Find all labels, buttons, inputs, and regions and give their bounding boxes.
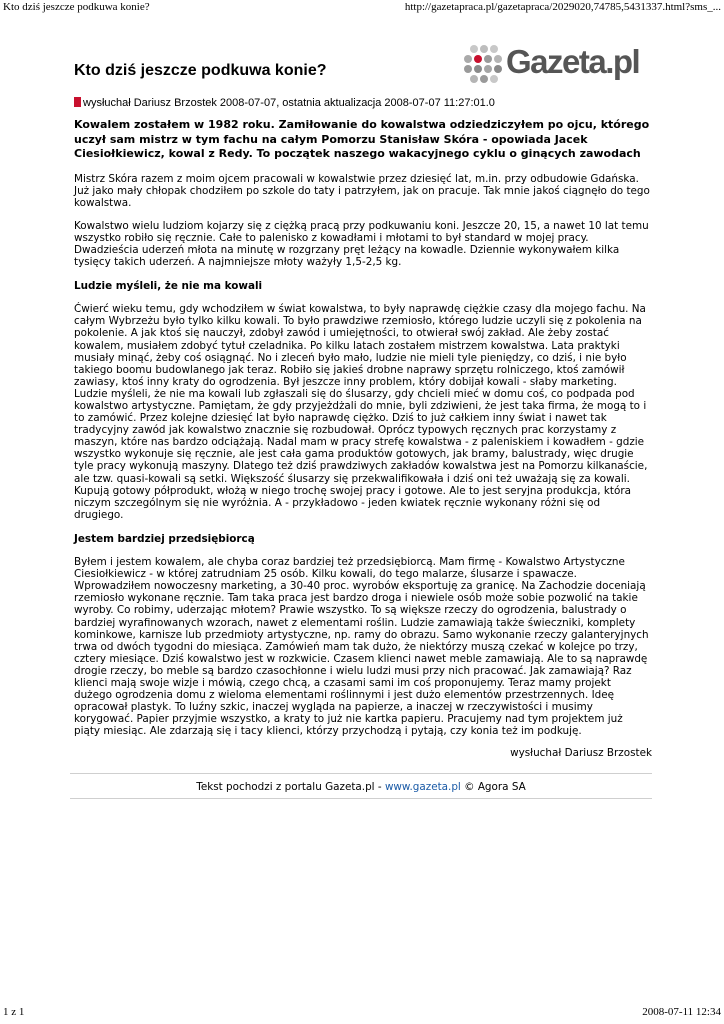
article-byline — [74, 96, 652, 110]
section-heading: Jestem bardziej przedsiębiorcą — [74, 532, 255, 545]
byline-text: wysłuchał Dariusz Brzostek 2008-07-07, ostatnia aktualizacja 2008-07-07 11:27:01.0 — [83, 97, 495, 109]
gazeta-link[interactable]: www.gazeta.pl — [384, 781, 461, 794]
gazeta-logo — [462, 43, 652, 85]
paragraph: Byłem i jestem kowalem, ale chyba coraz bardziej też przedsiębiorcą. Mam firmę - Kowalstwo Artystyczne Ciesiołkiewicz - w której zatrudniam 25 osób. Kilku kowali, do tego malarze, ślusarze i spawacze. Wprowadziłem nowoczesny marketing, a 30-40 proc. wyrobów eksportuję za granicę. Na Zachodzie doceniają rzemiosło wykonane ręcznie. Tam taka praca jest bardzo droga i niewiele osób może sobie pozwolić na takie wyroby. Co robimy, uderzając młotem? Prawie wszystko. To są większe rzeczy do ogrodzenia, balustrady o bardziej wyrafinowanych wzorach, nawet z elementami roślin. Ludzie zamawiają także świeczniki, komplety kominkowe, karnisze lub przedmioty artystyczne, np. ramy do obrazu. Samo wykonanie rzeczy galanteryjnych trwa od dwóch tygodni do miesiąca. Zamówień mam tak dużo, że niektórzy muszą czekać w kolejce po trzy, cztery miesiące. Dziś kowalstwo jest w rozkwicie. Czasem klienci nawet meble zamawiają. Ale to są naprawdę drogie rzeczy, bo meble są bardzo czasochłonne i wielu ludzi musi przy nich pracować. Jak zamawiają? Raz klienci mają swoje wizje i mówią, czego chcą, a czasami sami im coś proponujemy. Teraz mamy projekt dużego ogrodzenia domu z wieloma elementami roślinnymi i jest dużo elementów przestrzennych. Ideę opracował plastyk. To luźny szkic, inaczej wygląda na papierze, a inaczej w rzeczywistości i musimy korygować. Papier przyjmie wszystko, a kraty to już nie kartka papieru. Pracujemy nad tym projektem już piąty miesiąc. Ale zdarzają się i tacy klienci, którzy przychodzą i pytają, czy konia też im podkuję. — [74, 556, 649, 738]
paragraph: Kowalstwo wielu ludziom kojarzy się z ciężką pracą przy podkuwaniu koni. Jeszcze 20, 15, a nawet 10 lat temu wszystko robiło się ręcznie. Całe to palenisko z kowadłami i młotami to był standard w mojej pracy. Dwadzieścia uderzeń młota na minutę w rozgrzany pręt leżący na kowadle. Dziennie wykonywałem kilka tysięcy takich uderzeń. A najmniejsze młoty ważyły 1,5-2,5 kg. — [74, 219, 649, 269]
paragraph: Mistrz Skóra razem z moim ojcem pracowali w kowalstwie przez dziesięć lat, m.in. przy odbudowie Gdańska. Już jako mały chłopak chodziłem po szkole do taty i patrzyłem, jak on pracuje. Tak mnie jakoś ciągnęło do tego kowalstwa. — [74, 172, 650, 209]
article-signature: wysłuchał Dariusz Brzostek — [510, 747, 652, 760]
source-suffix: © Agora SA — [460, 781, 526, 794]
byline-marker-icon — [74, 97, 81, 107]
article-header — [74, 40, 652, 88]
source-line — [70, 773, 652, 799]
print-footer — [0, 1006, 724, 1020]
paragraph: Ćwierć wieku temu, gdy wchodziłem w świat kowalstwa, to były naprawdę ciężkie czasy dla mojego fachu. Na całym Wybrzeżu było tylko kilku kowali. To było prawdziwe rzemiosło, którego ludzie uczyli się z pokolenia na pokolenie. A jak ktoś się nauczył, zdobył zawód i umiejętności, to otwierał swój zakład. Ale żeby zostać kowalem, musiałem zdobyć tytuł czeladnika. Po kilku latach zostałem mistrzem kowalstwa. Lata praktyki musiały minąć, żeby coś osiągnąć. No i zleceń było mało, ludzie nie mieli tyle pieniędzy, co dziś, i nie było takiego boomu budowlanego jak teraz. Robiło się jakieś drobne naprawy sprzętu rolniczego, ktoś zamówił zawiasy, ktoś inny kraty do ogrodzenia. Był jeszcze inny problem, który dobijał kowali - słaby marketing. Ludzie myśleli, że nie ma kowali lub zgłaszali się do ślusarzy, gdy chcieli mieć w domu coś, co podpada pod kowalstwo artystyczne. Pamiętam, że gdy przyjeżdżali do mnie, byli zdziwieni, że jest taka firma, że mogą to i to zamówić. Przez kolejne dziesięć lat było naprawdę ciężko. Dziś to już całkiem inny świat i nawet tak tradycyjny zawód jak kowalstwo znacznie się rozbudował. Oprócz typowych ręcznych prac korzystamy z maszyn, które nas bardzo odciążają. Nadal mam w pracy strefę kowalstwa - z paleniskiem i kowadłem - gdzie wszystko wykonuje się ręcznie, ale jest cała gama produktów gotowych, jak bramy, balustrady, więc drugie tyle pracy wykonują maszyny. Dlatego też dziś prawdziwych zakładów kowalstwa jest na Pomorzu kilkanaście, ale tzw. quasi-kowali są setki. Większość ślusarzy się przekwalifikowała i dziś oni też uważają się za kowali. Kupują gotowy półprodukt, włożą w niego trochę swojej pracy i gotowe. Ale to jest seryjna produkcja, która niczym szczególnym się nie wyróżnia. A - przykładowo - jeden kwiatek ręcznie wykonany różni się od drugiego. — [74, 303, 648, 521]
article — [74, 40, 652, 799]
print-header — [0, 1, 724, 15]
article-lead: Kowalem zostałem w 1982 roku. Zamiłowanie do kowalstwa odziedziczyłem po ojcu, którego uczył sam mistrz w tym fachu na całym Pomorzu Stanisław Skóra - opowiada Jacek Ciesiołkiewicz, kowal z Redy. To początek naszego wakacyjnego cyklu o ginących zawodach — [74, 118, 650, 160]
logo-text: Gazeta.pl — [506, 43, 640, 80]
article-title: Kto dziś jeszcze podkuwa konie? — [74, 62, 327, 79]
page-counter: 1 z 1 — [3, 1006, 25, 1018]
section-heading: Ludzie myśleli, że nie ma kowali — [74, 280, 263, 293]
print-header-title: Kto dziś jeszcze podkuwa konie? — [3, 1, 150, 13]
logo-dots-icon — [462, 43, 506, 85]
article-body — [74, 173, 652, 738]
print-timestamp: 2008-07-11 12:34 — [642, 1006, 721, 1018]
print-header-url: http://gazetapraca.pl/gazetapraca/2029020,74785,5431337.html?sms_... — [404, 1, 721, 13]
source-prefix: Tekst pochodzi z portalu Gazeta.pl - — [196, 781, 385, 794]
